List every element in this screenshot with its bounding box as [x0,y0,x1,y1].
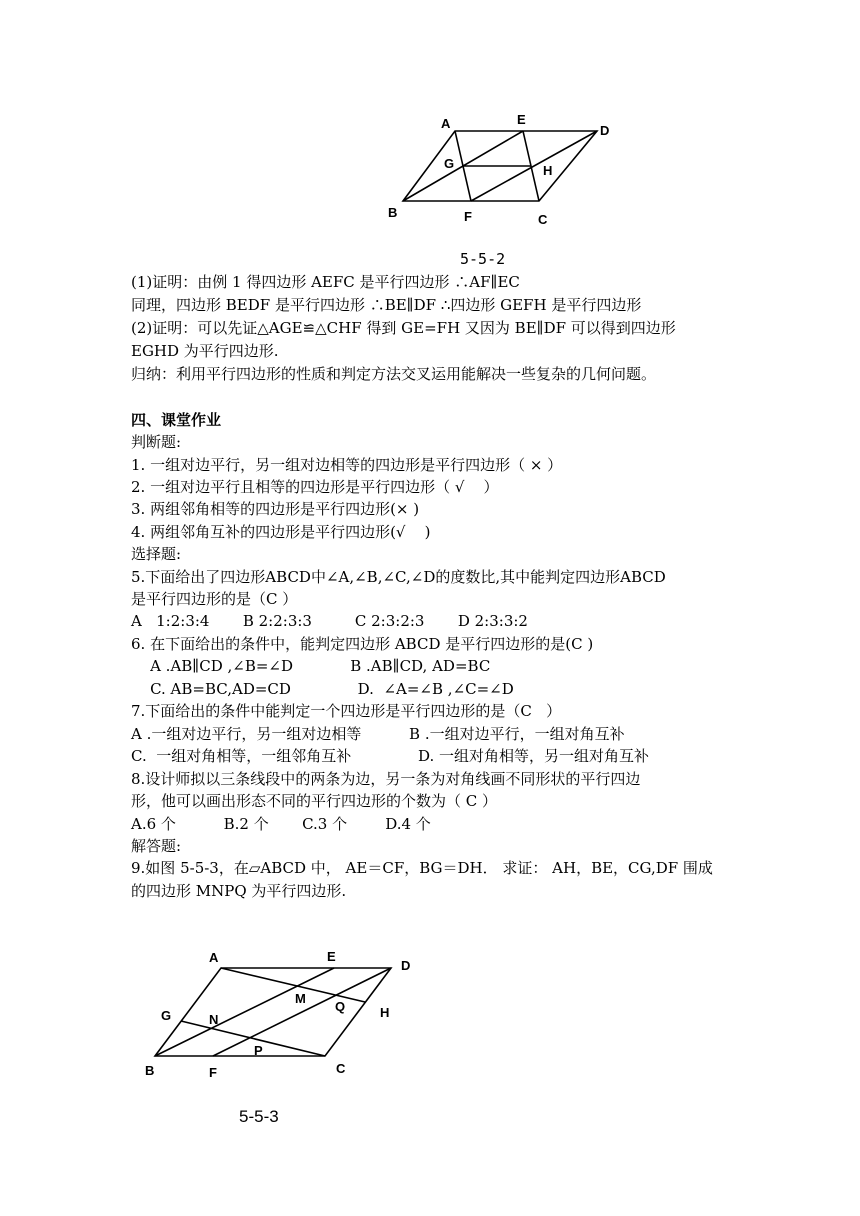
text-line: (2)证明：可以先证△AGE≌△CHF 得到 GE=FH 又因为 BE∥DF 可以得到四边形 [131,319,676,337]
text-line: 7.下面给出的条件中能判定一个四边形是平行四边形的是（C ） [131,702,562,720]
label-f: F [209,1065,217,1080]
label-a: A [209,950,219,965]
text-line: 解答题: [131,837,182,855]
label-f: F [464,209,472,224]
text-line: 2. 一组对边平行且相等的四边形是平行四边形（ √ ） [131,478,499,496]
segment-be [155,968,334,1056]
label-c: C [538,212,548,227]
text-line: 3. 两组邻角相等的四边形是平行四边形(× ) [131,500,420,518]
text-line: A .一组对边平行，另一组对边相等 B .一组对边平行，一组对角互补 [131,725,625,743]
label-a: A [441,116,451,131]
text-line: A .AB∥CD ,∠B=∠D B .AB∥CD, AD=BC [131,657,491,675]
text-line: 9.如图 5-5-3，在▱ABCD 中， AE＝CF，BG＝DH． 求证： AH，BE，CG,DF 围成 [131,859,713,877]
text-line: 是平行四边形的是（C ） [131,590,298,608]
label-e: E [327,949,336,964]
text-line: C. 一组对角相等，一组邻角互补 D. 一组对角相等，另一组对角互补 [131,747,650,765]
label-c: C [336,1061,346,1076]
figure-1-caption: 5-5-2 [460,250,506,268]
label-b: B [145,1063,155,1078]
label-e: E [517,112,526,127]
label-m: M [295,991,306,1006]
label-p: P [254,1043,263,1058]
label-b: B [388,205,398,220]
label-h: H [543,163,553,178]
label-g: G [444,156,455,171]
figure-2-caption: 5-5-3 [239,1107,279,1126]
label-d: D [600,123,610,138]
text-line: 选择题: [131,545,182,563]
text-line: 判断题: [131,433,182,451]
text-line: A 1:2:3:4 B 2:2:3:3 C 2:3:2:3 D 2:3:3:2 [131,612,528,630]
segment-df [213,968,391,1056]
text-line: (1)证明：由例 1 得四边形 AEFC 是平行四边形 ∴AF∥EC [131,273,520,291]
text-line: 同理，四边形 BEDF 是平行四边形 ∴BE∥DF ∴四边形 GEFH 是平行四边形 [131,296,642,314]
text-line: 1. 一组对边平行，另一组对边相等的四边形是平行四边形（ × ） [131,456,563,474]
label-n: N [209,1012,219,1027]
text-line: EGHD 为平行四边形. [131,342,279,360]
text-line: A.6 个 B.2 个 C.3 个 D.4 个 [131,815,431,833]
text-line: 形，他可以画出形态不同的平行四边形的个数为（ C ） [131,792,498,810]
label-g: G [161,1008,172,1023]
label-q: Q [335,999,346,1014]
text-line: 5.下面给出了四边形ABCD中∠A,∠B,∠C,∠D的度数比,其中能判定四边形ABCD [131,568,666,586]
text-line: C. AB=BC,AD=CD D. ∠A=∠B ,∠C=∠D [131,680,514,698]
section-heading: 四、课堂作业 [131,411,222,429]
text-line: 6. 在下面给出的条件中，能判定四边形 ABCD 是平行四边形的是(C ) [131,635,594,653]
segment-ah [221,968,365,1002]
text-line: 4. 两组邻角互补的四边形是平行四边形(√ ) [131,523,431,541]
text-line: 8.设计师拟以三条线段中的两条为边，另一条为对角线画不同形状的平行四边 [131,770,641,788]
label-d: D [401,958,411,973]
segment-cg [181,1021,325,1056]
text-line: 的四边形 MNPQ 为平行四边形. [131,882,347,900]
label-h: H [380,1005,390,1020]
summary-line: 归纳：利用平行四边形的性质和判定方法交叉运用能解决一些复杂的几何问题。 [131,365,657,383]
